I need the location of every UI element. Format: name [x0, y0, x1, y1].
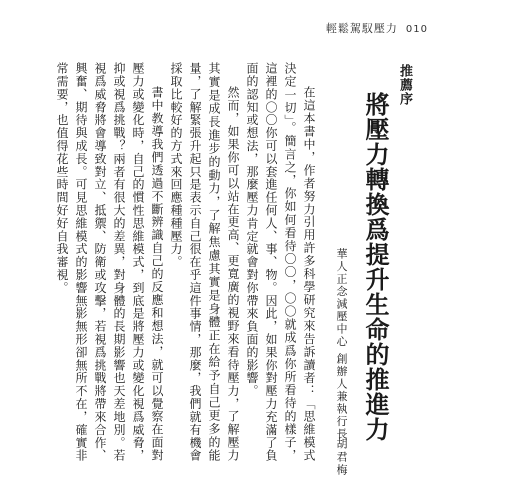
page-number: 010	[405, 24, 428, 35]
author-affiliation: 華人正念減壓中心 創辦人兼執行長	[335, 248, 348, 441]
body-paragraph: 在這本書中，作者努力引用許多科學研究來告訴讀者：「思維模式決定一切」。簡言之，你如何看待〇〇，〇〇就成爲你所看待的樣子，這裡的〇〇你可以套進任何人、事、物。因此，如果你對壓力充滿了負面的認知或想法，那麼壓力肯定就會對你帶來負面的影響。	[245, 62, 316, 462]
body-text	[55, 62, 318, 462]
author-name: 胡君梅	[335, 438, 348, 477]
running-header	[326, 20, 428, 36]
running-header-title: 輕鬆駕馭壓力	[325, 22, 398, 35]
preface-title: 將壓力轉換爲提升生命的推進力	[361, 92, 390, 442]
body-paragraph: 書中教導我們透過不斷辨識自己的反應和想法，就可以覺察在面對壓力或變化時，自己的慣性思維模式，到底是將壓力或變化視爲威脅，抑或視爲挑戰？兩者有很大的差異，對身體的長期影響也天差地別。若視爲威脅將會導致對立、抵禦、防衛或攻擊，若視爲挑戰將帶來合作、興奮、期待與成長。可見思維模式的影響無影無形卻無所不在，確實非常需要，也值得花些時間好好自我審視。	[55, 62, 164, 462]
body-paragraph: 然而，如果你可以站在更高、更寬廣的視野來看待壓力，了解壓力其實是成長進步的動力，了解焦慮其實是身體正在給予自己更多的能量，了解緊張升起只是表示自己很在乎這件事情，那麼，我們就有機會採取比較好的方式來回應種種壓力。	[169, 62, 240, 462]
section-label: 推薦序	[397, 64, 412, 106]
